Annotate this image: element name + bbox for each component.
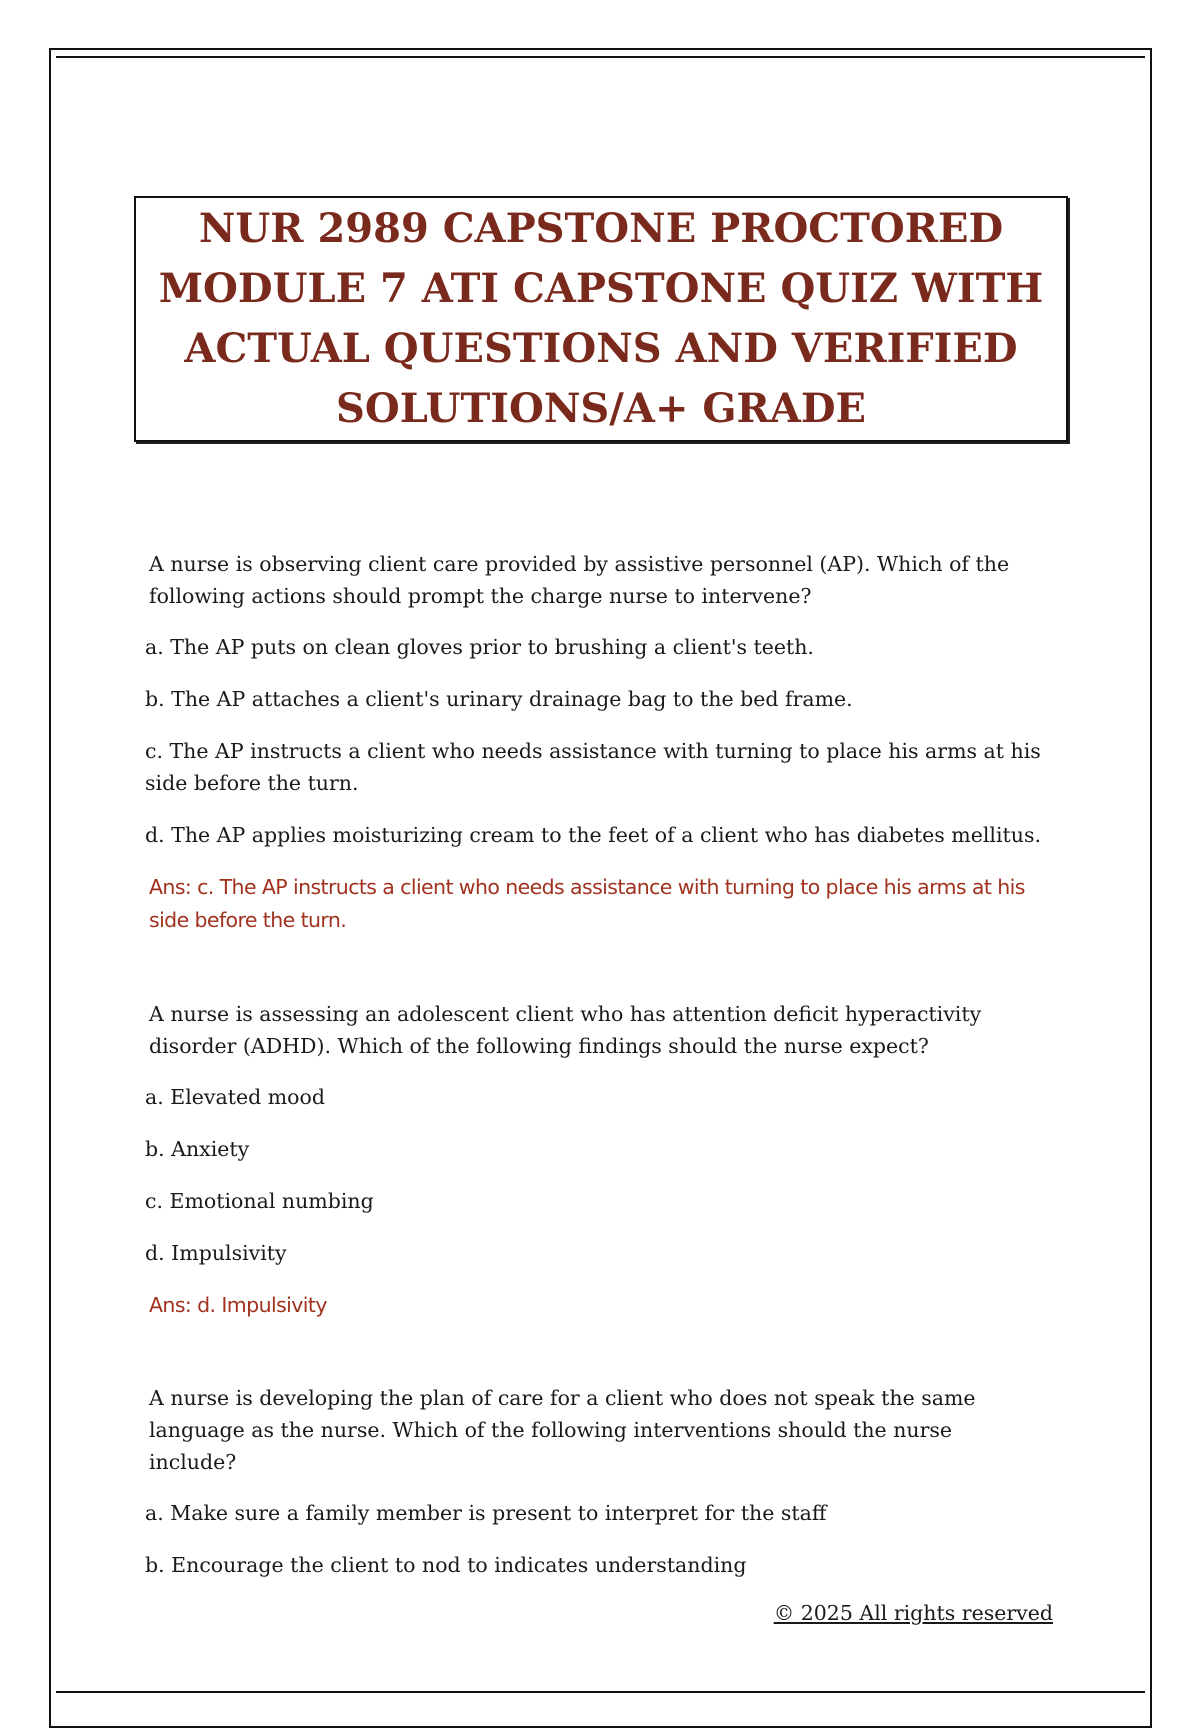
option-b: b. The AP attaches a client's urinary drainage bag to the bed frame.	[145, 687, 853, 711]
option-c: c. The AP instructs a client who needs assistance with turning to place his arms at his side before the turn.	[145, 739, 1041, 795]
question-3	[145, 1382, 1045, 1581]
question-2	[145, 998, 1045, 1322]
question-spacer	[145, 937, 1045, 998]
option-a: a. The AP puts on clean gloves prior to brushing a client's teeth.	[145, 635, 814, 659]
answer: Ans: d. Impulsivity	[149, 1293, 327, 1317]
option-b: b. Anxiety	[145, 1137, 250, 1161]
answer: Ans: c. The AP instructs a client who needs assistance with turning to place his arms at his side before the turn.	[149, 875, 1025, 932]
document-title: NUR 2989 CAPSTONE PROCTORED MODULE 7 ATI CAPSTONE QUIZ WITH ACTUAL QUESTIONS AND VERIFIED SOLUTIONS/A+ GRADE	[158, 205, 1044, 432]
question-stem: A nurse is developing the plan of care for a client who does not speak the same language as the nurse. Which of the following interventions should the nurse include?	[149, 1386, 976, 1474]
option-a: a. Make sure a family member is present to interpret for the staff	[145, 1501, 827, 1525]
option-d: d. The AP applies moisturizing cream to the feet of a client who has diabetes mellitus.	[145, 823, 1041, 847]
quiz-content	[145, 548, 1045, 1601]
option-b: b. Encourage the client to nod to indicates understanding	[145, 1553, 747, 1577]
title-box	[134, 196, 1068, 442]
option-a: a. Elevated mood	[145, 1085, 325, 1109]
question-1	[145, 548, 1045, 937]
option-c: c. Emotional numbing	[145, 1189, 374, 1213]
question-stem: A nurse is assessing an adolescent client who has attention deficit hyperactivity disorder (ADHD). Which of the following findings should the nurse expect?	[149, 1002, 982, 1058]
question-spacer	[145, 1322, 1045, 1382]
option-d: d. Impulsivity	[145, 1241, 287, 1265]
question-stem: A nurse is observing client care provided by assistive personnel (AP). Which of the following actions should prompt the charge nurse to intervene?	[149, 552, 1010, 608]
copyright-notice: © 2025 All rights reserved	[773, 1601, 1053, 1625]
